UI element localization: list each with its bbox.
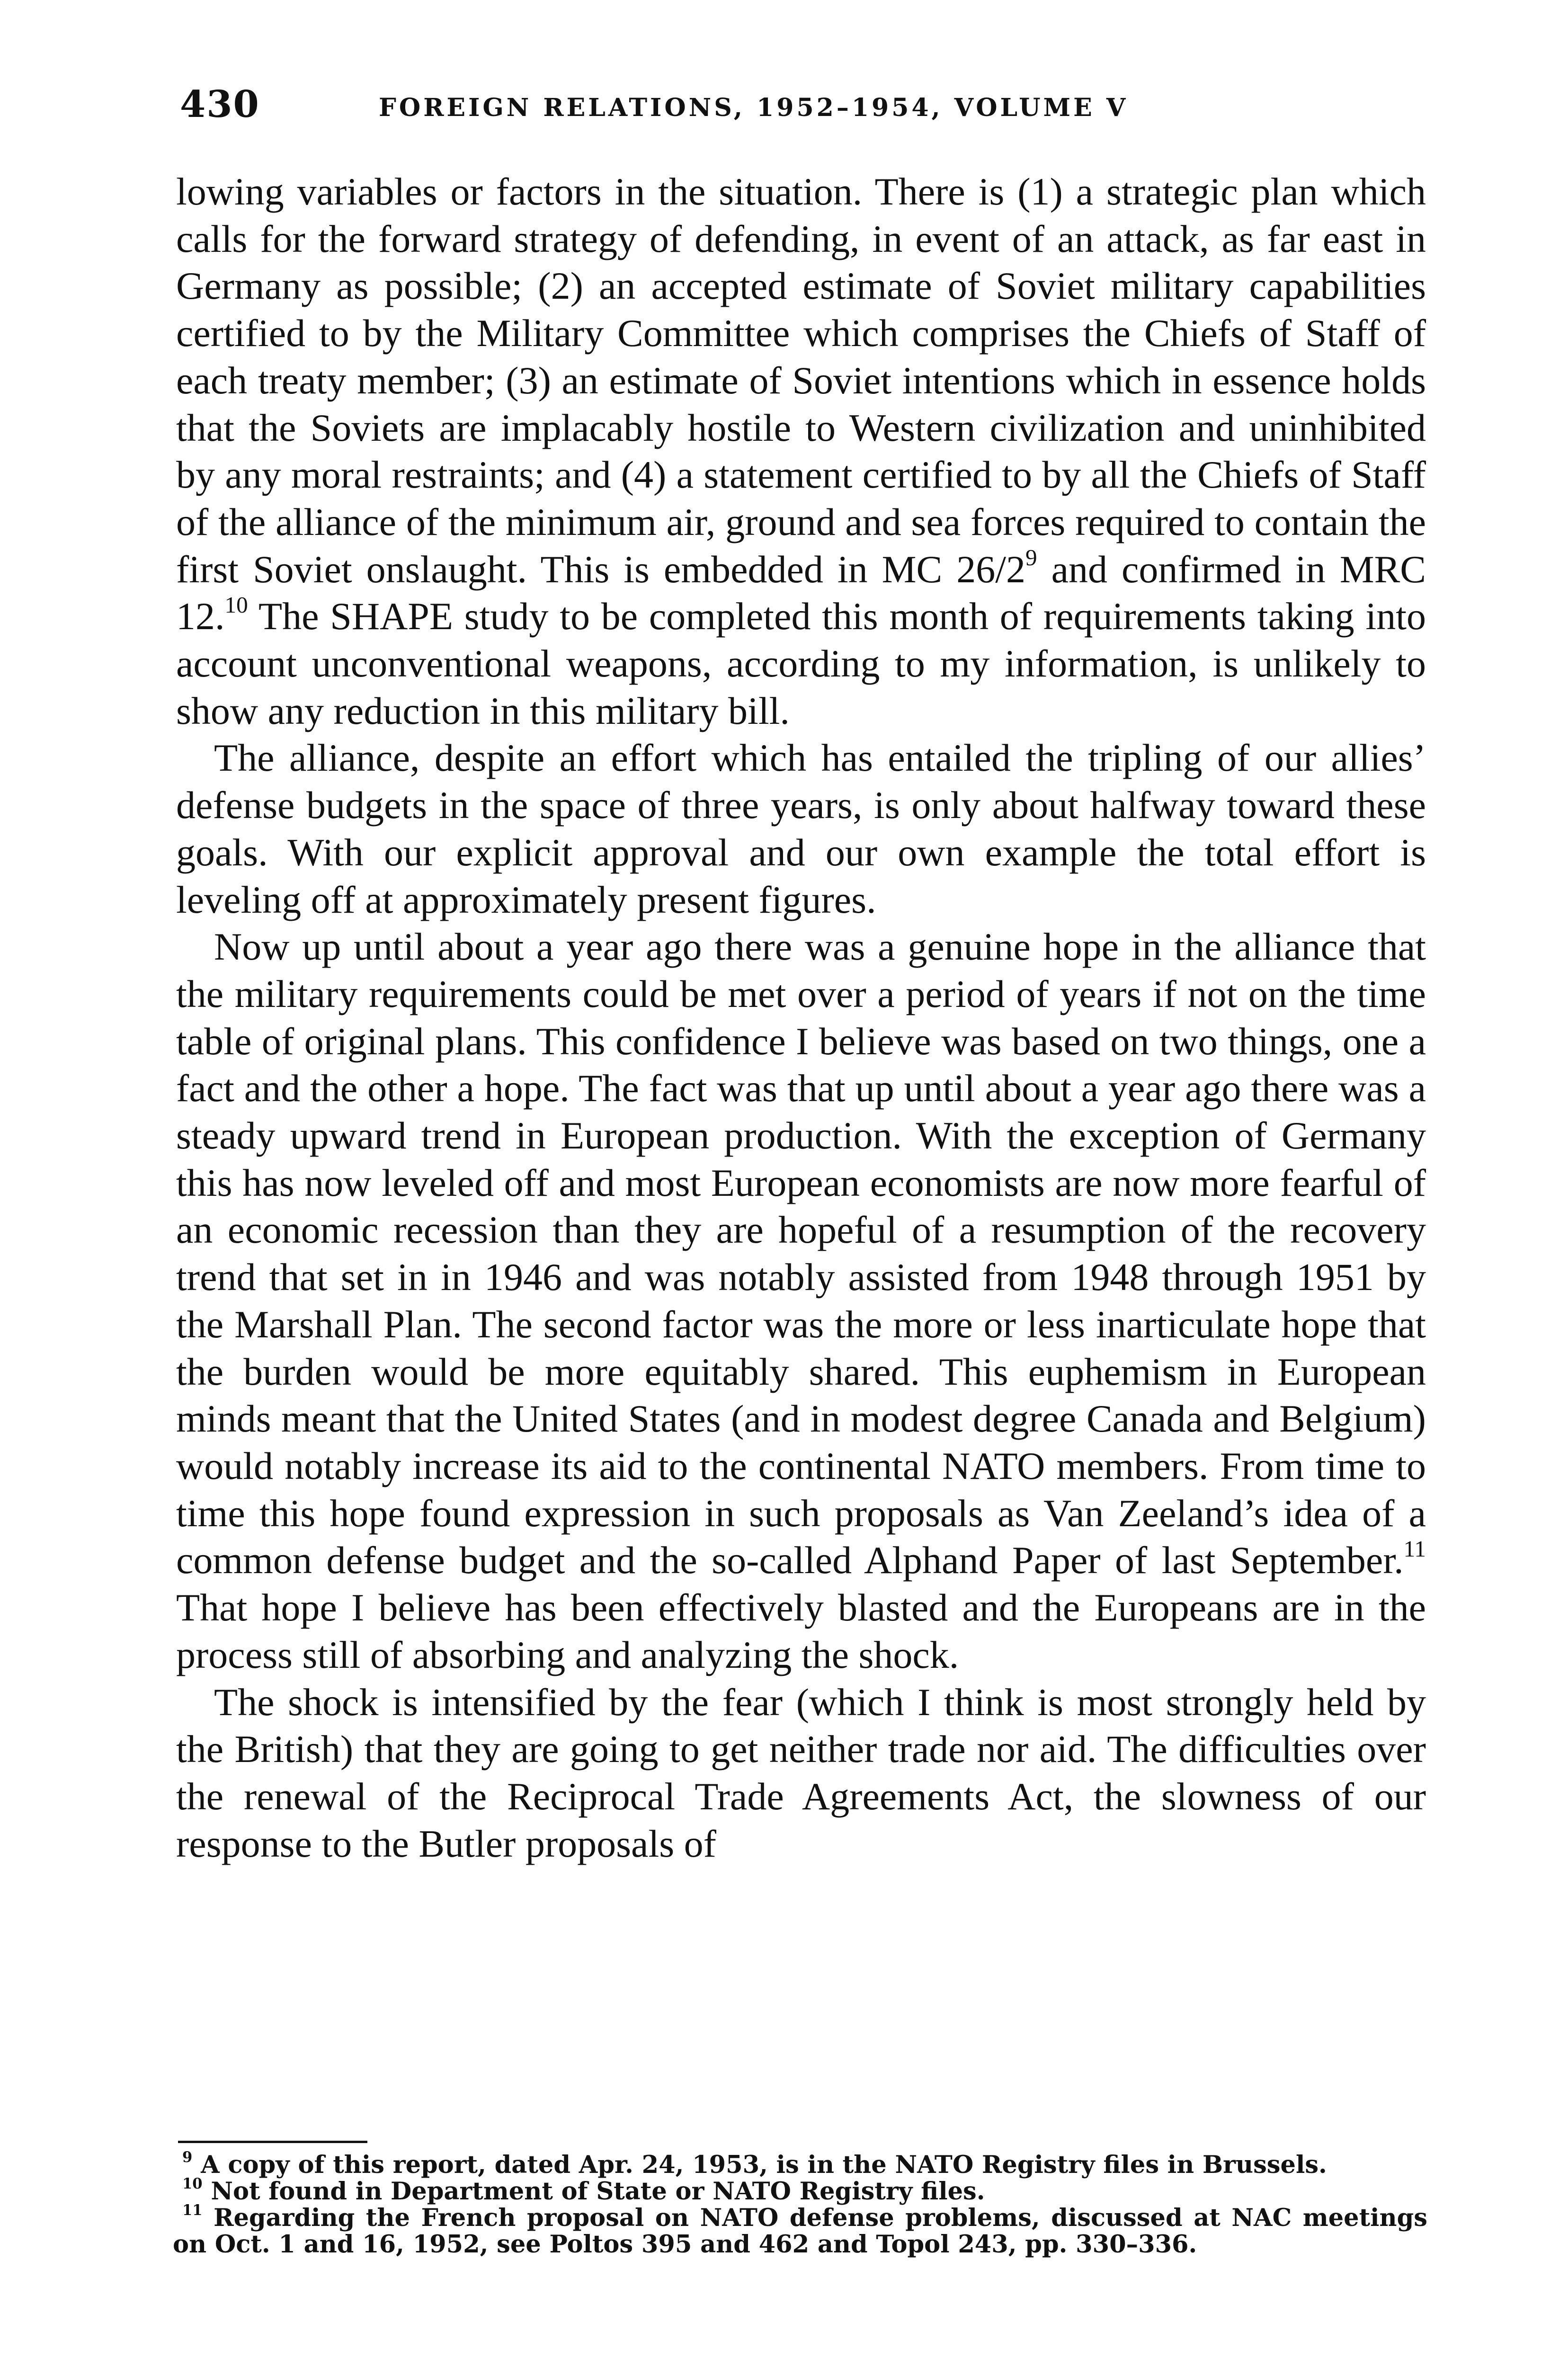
footnote-marker: 11 <box>182 2202 203 2219</box>
footnote-text: Regarding the French proposal on NATO defense problems, discussed at NAC meetings on Oct. 1 and 16, 1952, see Poltos 395 and 462 and Topol 243, pp. 330–336. <box>173 2204 1427 2259</box>
paragraph-1-part-c: The SHAPE study to be completed this month of requirements taking into account unconventional weapons, according to my information, is unlikely to show any reduction in this military bill. <box>176 595 1426 732</box>
footnote-10 <box>173 2175 1427 2206</box>
paragraph-1-part-a: lowing variables or factors in the situation. There is (1) a strategic plan which calls for the forward strategy of defending, in event of an attack, as far east in Germany as possible; (2) an accepted estimate of Soviet military capabilities certified to by the Military Committee which comprises the Chiefs of Staff of each treaty member; (3) an estimate of Soviet intentions which in essence holds that the Soviets are implacably hostile to Western civilization and uninhibited by any moral restraints; and (4) a statement certified to by all the Chiefs of Staff of the alliance of the minimum air, ground and sea forces required to contain the first Soviet onslaught. This is embedded in MC 26/2 <box>176 170 1426 591</box>
footnote-ref-9: 9 <box>1025 544 1037 570</box>
footnote-9 <box>173 2149 1427 2179</box>
running-head: FOREIGN RELATIONS, 1952–1954, VOLUME V <box>379 93 1129 122</box>
paragraph-3-part-b: That hope I believe has been effectively blasted and the Europeans are in the process still of absorbing and analyzing the shock. <box>176 1586 1426 1676</box>
footnote-divider <box>178 2141 367 2143</box>
footnote-text: A copy of this report, dated Apr. 24, 1953, is in the NATO Registry files in Brussels. <box>201 2151 1327 2179</box>
footnote-marker: 10 <box>182 2175 203 2193</box>
footnote-ref-10: 10 <box>224 591 248 618</box>
paragraph-3 <box>176 923 1426 1678</box>
footnote-marker: 9 <box>182 2149 193 2166</box>
paragraph-2: The alliance, despite an effort which has entailed the tripling of our allies’ defense budgets in the space of three years, is only about halfway toward these goals. With our explicit approval and our own example the total effort is leveling off at approximately present figures. <box>176 736 1426 921</box>
page-number: 430 <box>180 83 260 126</box>
paragraph-1-part-b: and confirmed in MRC 12. <box>176 547 1426 638</box>
footnote-ref-11: 11 <box>1403 1535 1426 1562</box>
paragraph-3-part-a: Now up until about a year ago there was a genuine hope in the alliance that the military requirements could be met over a period of years if not on the time table of original plans. This confidence I believe was based on two things, one a fact and the other a hope. The fact was that up until about a year ago there was a steady upward trend in European production. With the exception of Germany this has now leveled off and most European economists are now more fearful of an economic recession than they are hopeful of a resumption of the recovery trend that set in in 1946 and was notably assisted from 1948 through 1951 by the Marshall Plan. The second factor was the more or less inarticulate hope that the burden would be more equitably shared. This euphemism in European minds meant that the United States (and in modest degree Canada and Belgium) would notably increase its aid to the continental NATO members. From time to time this hope found expression in such proposals as Van Zeeland’s idea of a common defense budget and the so-called Alphand Paper of last September. <box>176 925 1426 1582</box>
body-text <box>176 168 1426 1867</box>
footnotes <box>173 2149 1427 2259</box>
paragraph-4: The shock is intensified by the fear (which I think is most strongly held by the British) that they are going to get neither trade nor aid. The difficulties over the renewal of the Reciprocal Trade Agreements Act, the slowness of our response to the Butler proposals of <box>176 1680 1426 1865</box>
footnote-text: Not found in Department of State or NATO Registry files. <box>211 2177 985 2206</box>
page-header <box>180 83 1420 135</box>
footnote-11 <box>173 2202 1427 2259</box>
paragraph-1 <box>176 168 1426 734</box>
